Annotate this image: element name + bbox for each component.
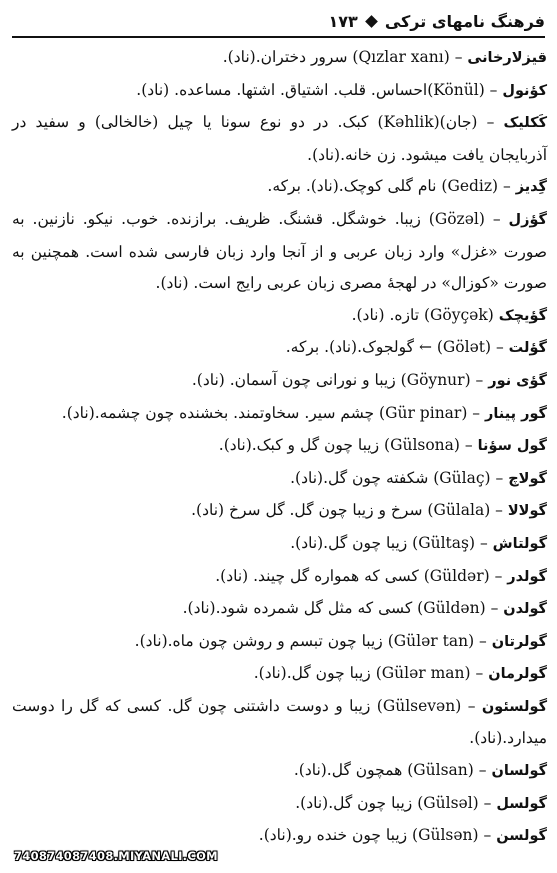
entry-definition: – (Gülsən) زیبا چون خنده رو.(ناد). [258,826,492,845]
dictionary-entry [12,755,547,788]
dictionary-entry [12,658,547,691]
entry-headword: کؤنول [502,82,547,99]
watermark: 740874087408.MIYANALI.COM [14,849,218,863]
dictionary-entry [12,42,547,75]
entry-headword: گولرتان [491,633,547,650]
entry-definition: – (Gülsəl) زیبا چون گل.(ناد). [295,793,492,812]
entry-headword: گؤزل [508,211,547,228]
entry-headword: گولالا [507,503,547,520]
dictionary-entry [12,820,547,853]
dictionary-entry [12,171,547,204]
entry-headword: گولدر [507,568,547,585]
entry-definition: – (Gültaş) زیبا چون گل.(ناد). [290,533,488,552]
entry-headword: گِدیز [515,179,547,196]
dictionary-entry [12,463,547,496]
dictionary-entry [12,593,547,626]
running-head [329,12,545,31]
diamond-icon [365,15,378,28]
dictionary-entry [12,300,547,333]
entry-definition: – (Gölət) ← گولجوک.(ناد). برکه. [285,338,504,357]
entry-headword: گولدن [503,601,547,618]
dictionary-entry [12,626,547,659]
dictionary-entry [12,561,547,594]
dictionary-entry [12,430,547,463]
page-number: ۱۷۳ [328,11,358,31]
dictionary-entries [12,42,547,853]
entry-definition: – (Gülər tan) زیبا چون تبسم و روشن چون ماه.(ناد). [134,631,487,650]
entry-headword: قیزلارخانی [467,50,547,66]
entry-definition: – (Qızlar xanı) سرور دختران.(ناد). [222,48,463,66]
entry-definition: – (Gülsevən) زیبا و دوست داشتنی چون گل. کسی که گل را دوست میدارد.(ناد). [12,696,547,748]
dictionary-entry [12,75,547,108]
entry-definition: – (Göynur) زیبا و نورانی چون آسمان. (ناد). [191,370,484,389]
entry-definition: (Göyçək) تازه. (ناد). [351,305,494,324]
entry-headword: گول سؤنا [477,438,547,455]
entry-headword: گور پینار [485,405,547,422]
entry-definition: – (Güldər) کسی که همواره گل چیند. (ناد). [215,566,503,585]
entry-headword: گولسن [496,828,547,845]
entry-headword: گؤی نور [488,372,547,389]
dictionary-entry [12,398,547,431]
entry-headword: گولسان [491,763,547,780]
dictionary-entry [12,528,547,561]
entry-headword: گؤلت [508,340,547,357]
running-title: فرهنگ نامهای ترکی [384,11,545,31]
entry-headword: کَکلیک [503,115,548,132]
entry-headword: گولسل [496,795,547,812]
entry-definition: – (Gözəl) زیبا. خوشگل. قشنگ. ظریف. برازنده. خوب. نیکو. نازنین. به صورت «غزل» وارد زبان عربی و از آنجا وارد زبان فارسی شده است. همچنین به صورت «کوزال» در لهجهٔ مصری زبان عربی رایج است. (ناد). [12,209,547,293]
entry-headword: گولاچ [508,470,547,487]
entry-headword: گؤیچک [498,307,547,324]
dictionary-entry [12,365,547,398]
entry-definition: – (Gediz) نام گلی کوچک.(ناد). برکه. [267,177,511,196]
entry-definition: – (Gülaç) شکفته چون گل.(ناد). [290,468,504,487]
entry-headword: گولتاش [492,535,547,552]
entry-definition: – (Gülsona) زیبا چون گل و کبک.(ناد). [218,436,473,455]
entry-headword: گولسئون [481,698,547,715]
dictionary-entry [12,691,547,755]
entry-definition: – (Gülala) سرخ و زیبا چون گل. گل سرخ (ناد). [191,501,503,520]
entry-definition: – (Gülər man) زیبا چون گل.(ناد). [253,664,484,683]
entry-definition: – (Güldən) کسی که مثل گل شمرده شود.(ناد). [182,599,499,618]
page-header [12,6,545,38]
dictionary-entry [12,107,547,171]
entry-definition: – (Gür pinar) چشم سیر. سخاوتمند. بخشنده چون چشمه.(ناد). [61,403,481,422]
dictionary-entry [12,788,547,821]
entry-headword: گولرمان [488,666,547,683]
entry-definition: – (Könül)احساس. قلب. اشتیاق. اشتها. مساعده. (ناد). [136,80,498,99]
dictionary-entry [12,495,547,528]
dictionary-entry [12,204,547,300]
entry-definition: – (Gülsan) همچون گل.(ناد). [293,761,487,780]
entry-definition: – (جان)(Kəhlik) کبک. در دو نوع سونا یا چیل (خالخالی) و سفید در آذربایجان یافت میشود. زن خانه.(ناد). [12,113,547,164]
dictionary-entry [12,332,547,365]
